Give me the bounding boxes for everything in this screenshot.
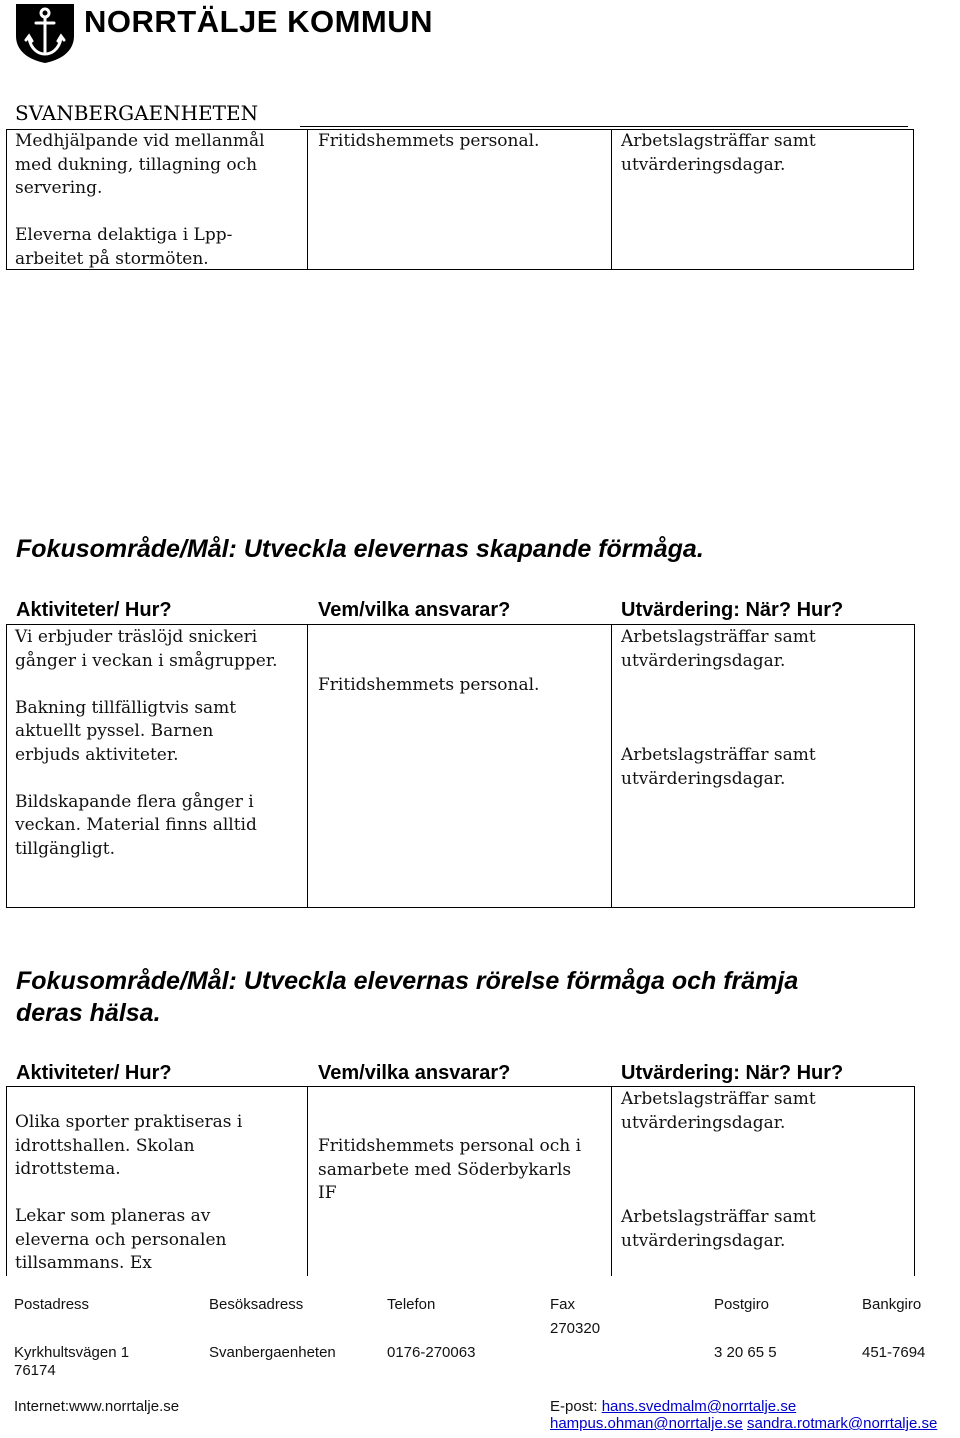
cell-line: Olika sporter praktiseras i bbox=[15, 1112, 243, 1132]
table-border bbox=[6, 1086, 914, 1087]
cell-line: utvärderingsdagar. bbox=[621, 1230, 786, 1251]
column-header-activities: Aktiviteter/ Hur? bbox=[16, 1062, 172, 1084]
footer-telefon-value: 0176-270063 bbox=[387, 1344, 476, 1361]
table-border bbox=[6, 624, 7, 908]
section-heading-line: Fokusområde/Mål: Utveckla elevernas rörelse förmåga och främja bbox=[16, 967, 799, 995]
cell-line: idrottstema. bbox=[15, 1159, 121, 1179]
cell-line: Bakning tillfälligtvis samt bbox=[15, 697, 237, 718]
evaluation-cell bbox=[621, 626, 816, 673]
cell-line: Eleverna delaktiga i Lpp- bbox=[15, 225, 233, 245]
cell-line: utvärderingsdagar. bbox=[621, 154, 786, 175]
org-name: NORRTÄLJE KOMMUN bbox=[84, 4, 433, 39]
cell-line: arbeitet på stormöten. bbox=[15, 248, 209, 269]
footer-label-bankgiro: Bankgiro bbox=[862, 1296, 922, 1313]
table-border bbox=[6, 624, 914, 625]
cell-line: Vi erbjuder träslöjd snickeri bbox=[15, 627, 258, 647]
column-header-evaluation: Utvärdering: När? Hur? bbox=[621, 599, 844, 621]
email-link-sandra[interactable]: sandra.rotmark@norrtalje.se bbox=[747, 1415, 938, 1432]
table-border bbox=[913, 129, 914, 270]
cell-line: Arbetslagsträffar samt bbox=[621, 1089, 816, 1109]
cell-line: erbjuds aktiviteter. bbox=[15, 744, 179, 765]
responsible-cell: Fritidshemmets personal. bbox=[318, 675, 540, 695]
footer-label-postgiro: Postgiro bbox=[714, 1296, 770, 1313]
table-border bbox=[307, 129, 308, 270]
table-border bbox=[914, 1086, 915, 1276]
table-border bbox=[6, 129, 7, 270]
section-heading: Fokusområde/Mål: Utveckla elevernas skapande förmåga. bbox=[16, 535, 704, 563]
cell-line: Arbetslagsträffar samt bbox=[621, 627, 816, 647]
email-label: E-post: bbox=[550, 1398, 602, 1415]
cell-line: Lekar som planeras av bbox=[15, 1206, 211, 1226]
footer-label-fax: Fax bbox=[550, 1296, 576, 1313]
email-link-hans[interactable]: hans.svedmalm@norrtalje.se bbox=[601, 1398, 797, 1415]
cell-line: utvärderingsdagar. bbox=[621, 650, 786, 671]
footer-label-telefon: Telefon bbox=[387, 1296, 436, 1313]
footer bbox=[0, 1276, 960, 1438]
table-border bbox=[914, 624, 915, 908]
column-header-evaluation: Utvärdering: När? Hur? bbox=[621, 1062, 844, 1084]
cell-line: eleverna och personalen bbox=[15, 1229, 227, 1250]
column-header-responsible: Vem/vilka ansvarar? bbox=[318, 599, 511, 621]
table-border bbox=[6, 1086, 7, 1276]
table-border bbox=[307, 1086, 308, 1276]
table-border bbox=[300, 126, 908, 127]
footer-email-row-2 bbox=[550, 1414, 937, 1433]
cell-line: utvärderingsdagar. bbox=[621, 768, 786, 789]
cell-line: utvärderingsdagar. bbox=[621, 1112, 786, 1133]
evaluation-cell bbox=[621, 744, 816, 791]
cell-line: tillgängligt. bbox=[15, 838, 115, 859]
cell-line: Arbetslagsträffar samt bbox=[621, 1207, 816, 1227]
municipality-logo-icon bbox=[14, 2, 76, 64]
cell-line: med dukning, tillagning och bbox=[15, 154, 258, 175]
cell-line: aktuellt pyssel. Barnen bbox=[15, 721, 214, 741]
cell-line: Medhjälpande vid mellanmål bbox=[15, 131, 265, 151]
footer-fax-value: 270320 bbox=[550, 1320, 601, 1337]
activities-cell bbox=[15, 1111, 242, 1276]
evaluation-cell bbox=[621, 1088, 816, 1135]
email-link-hampus[interactable]: hampus.ohman@norrtalje.se bbox=[550, 1415, 743, 1432]
footer-internet: Internet:www.norrtalje.se bbox=[14, 1398, 180, 1415]
cell-line: veckan. Material finns alltid bbox=[15, 815, 257, 835]
footer-bankgiro-value: 451-7694 bbox=[862, 1344, 926, 1361]
cell-line: Arbetslagsträffar samt bbox=[621, 131, 816, 151]
footer-postadress-zip: 76174 bbox=[14, 1362, 56, 1379]
unit-name: SVANBERGAENHETEN bbox=[15, 101, 259, 125]
table-border bbox=[307, 624, 308, 908]
responsible-cell: Fritidshemmets personal. bbox=[318, 131, 540, 151]
cell-line: Bildskapande flera gånger i bbox=[15, 791, 254, 812]
cell-line: tillsammans. Ex bbox=[15, 1253, 152, 1273]
table-border bbox=[611, 129, 612, 270]
evaluation-cell bbox=[621, 1206, 816, 1253]
footer-label-postadress: Postadress bbox=[14, 1296, 90, 1313]
cell-line: Fritidshemmets personal och i bbox=[318, 1136, 582, 1156]
section-heading bbox=[16, 965, 798, 1029]
section-heading-line: deras hälsa. bbox=[16, 999, 161, 1027]
table-border bbox=[611, 1086, 612, 1276]
footer-postadress-street: Kyrkhultsvägen 1 bbox=[14, 1344, 130, 1361]
column-header-responsible: Vem/vilka ansvarar? bbox=[318, 1062, 511, 1084]
footer-besoksadress-value: Svanbergaenheten bbox=[209, 1344, 336, 1361]
cell-line: Arbetslagsträffar samt bbox=[621, 745, 816, 765]
activities-cell bbox=[15, 626, 278, 861]
cell-line: gånger i veckan i smågrupper. bbox=[15, 650, 278, 671]
activities-cell bbox=[15, 130, 265, 271]
evaluation-cell bbox=[621, 130, 816, 177]
table-border bbox=[6, 907, 914, 908]
cell-line: IF bbox=[318, 1183, 337, 1203]
table-border bbox=[611, 624, 612, 908]
cell-line: idrottshallen. Skolan bbox=[15, 1135, 195, 1156]
footer-postgiro-value: 3 20 65 5 bbox=[714, 1344, 777, 1361]
cell-line: samarbete med Söderbykarls bbox=[318, 1159, 572, 1180]
footer-label-besoksadress: Besöksadress bbox=[209, 1296, 304, 1313]
cell-line: servering. bbox=[15, 178, 103, 198]
responsible-cell bbox=[318, 1135, 581, 1206]
column-header-activities: Aktiviteter/ Hur? bbox=[16, 599, 172, 621]
